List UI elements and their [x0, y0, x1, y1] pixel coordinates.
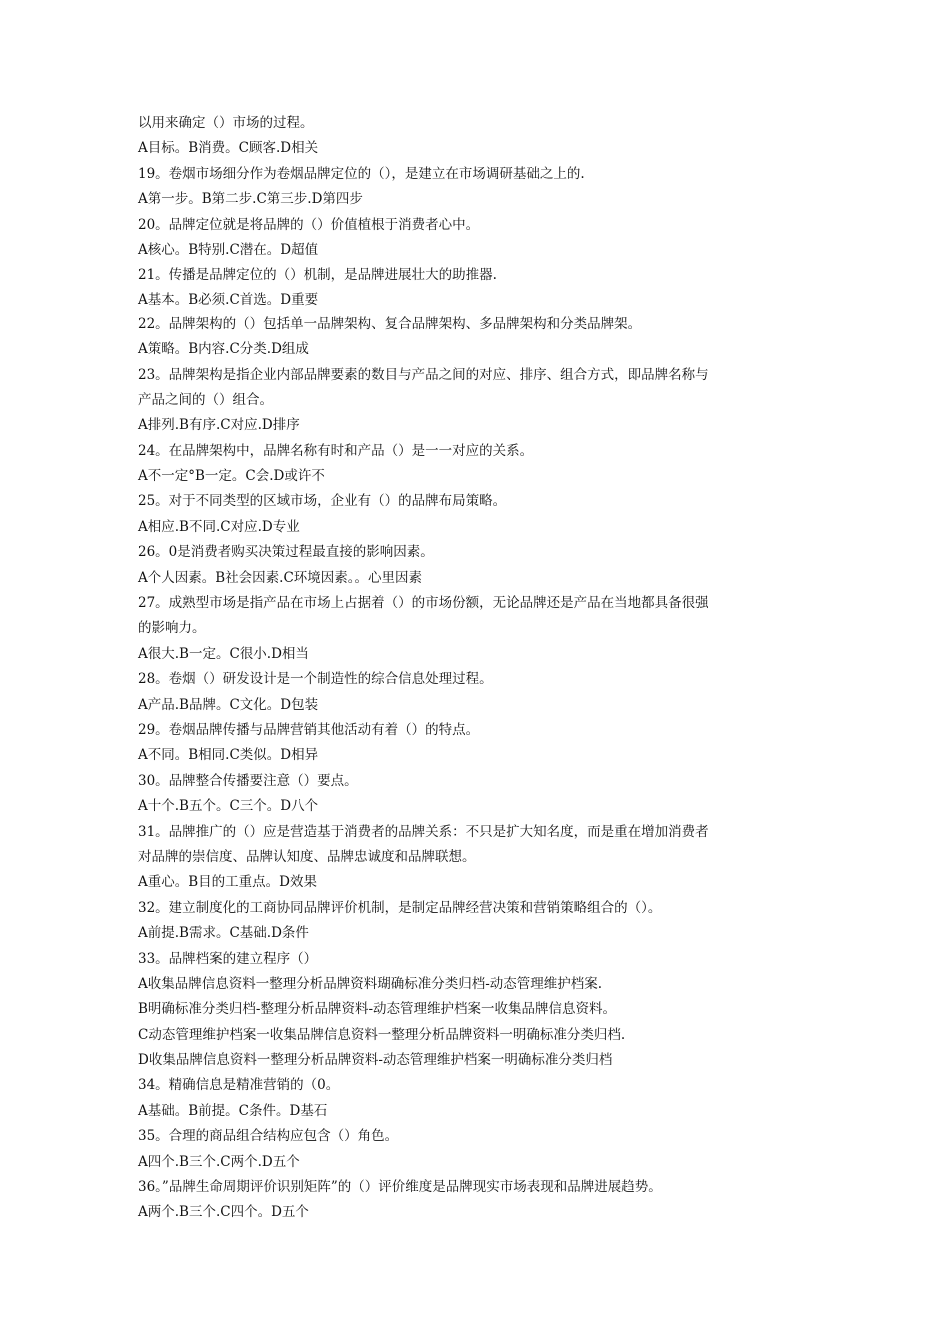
answer-options: A两个.B三个.C四个。D五个: [138, 1204, 309, 1221]
answer-options: A个人因素。B社会因素.C环境因素。。心里因素: [138, 569, 423, 586]
question-28: 28。卷烟（）研发设计是一个制造性的综合信息处理过程。: [138, 671, 493, 688]
question-23: 23。品牌架构是指企业内部品牌要素的数目与产品之间的对应、排序、组合方式，即品牌名称与: [138, 366, 709, 383]
answer-options: A不同。B相同.C类似。D相异: [138, 747, 319, 764]
question-32: 32。建立制度化的工商协同品牌评价机制，是制定品牌经营决策和营销策略组合的（）。: [138, 899, 662, 916]
question-31: 31。品牌推广的（）应是营造基于消费者的品牌关系：不只是扩大知名度，而是重在增加消费者: [138, 823, 709, 840]
answer-options: A核心。B特别.C潜在。D超值: [138, 241, 319, 258]
answer-options: A重心。B目的工重点。D效果: [138, 874, 317, 891]
answer-option-d: D收集品牌信息资料一整理分析品牌资料-动态管理维护档案一明确标准分类归档: [138, 1052, 613, 1069]
answer-options: A产品.B品牌。C文化。D包装: [138, 696, 319, 713]
question-34: 34。精确信息是精准营销的（0。: [138, 1077, 340, 1094]
answer-options: A排列.B有序.C对应.D排序: [138, 417, 300, 434]
question-19: 19。卷烟市场细分作为卷烟品牌定位的（），是建立在市场调研基础之上的.: [138, 165, 585, 182]
answer-option-b: B明确标准分类归档-整理分析品牌资料-动态管理维护档案一收集品牌信息资料。: [138, 1001, 617, 1018]
answer-options: A四个.B三个.C两个.D五个: [138, 1153, 300, 1170]
question-22: 22。品牌架构的（）包括单一品牌架构、复合品牌架构、多品牌架构和分类品牌架。: [138, 315, 642, 332]
answer-options: A策略。B内容.C分类.D组成: [138, 341, 309, 358]
question-27-continued: 的影响力。: [138, 620, 206, 637]
question-33: 33。品牌档案的建立程序（）: [138, 950, 318, 967]
question-24: 24。在品牌架构中，品牌名称有时和产品（）是一一对应的关系。: [138, 442, 534, 459]
answer-option-a: A收集品牌信息资料一整理分析品牌资料瑚确标准分类归档-动态管理维护档案.: [138, 975, 603, 992]
question-20: 20。品牌定位就是将品牌的（）价值植根于消费者心中。: [138, 216, 480, 233]
question-25: 25。对于不同类型的区域市场，企业有（）的品牌布局策略。: [138, 493, 507, 510]
answer-option-c: C动态管理维护档案一收集品牌信息资料一整理分析品牌资料一明确标准分类归档.: [138, 1026, 626, 1043]
answer-options: A基本。B必须.C首选。D重要: [138, 291, 319, 308]
question-21: 21。传播是品牌定位的（）机制，是品牌进展壮大的助推器.: [138, 267, 497, 284]
answer-options: A基础。B前提。C条件。D基石: [138, 1102, 328, 1119]
question-31-continued: 对品牌的崇信度、品牌认知度、品牌忠诚度和品牌联想。: [138, 848, 476, 865]
question-23-continued: 产品之间的（）组合。: [138, 391, 273, 408]
answer-options: A前提.B需求。C基础.D条件: [138, 925, 309, 942]
answer-options: A相应.B不同.C对应.D专业: [138, 518, 300, 535]
question-35: 35。合理的商品组合结构应包含（）角色。: [138, 1128, 399, 1145]
question-26: 26。0是消费者购买决策过程最直接的影响因素。: [138, 544, 434, 561]
question-36: 36。”品牌生命周期评价识别矩阵”的（）评价维度是品牌现实市场表现和品牌进展趋势。: [138, 1179, 662, 1196]
text-line: 以用来确定（）市场的过程。: [138, 115, 314, 131]
question-29: 29。卷烟品牌传播与品牌营销其他活动有着（）的特点。: [138, 721, 480, 738]
answer-options: A很大.B一定。C很小.D相当: [138, 645, 309, 662]
answer-options: A十个.B五个。C三个。D八个: [138, 798, 319, 815]
question-30: 30。品牌整合传播要注意（）要点。: [138, 772, 358, 789]
answer-options: A不一定°B一定。C会.D或许不: [138, 468, 325, 485]
answer-options: A第一步。B第二步.C第三步.D第四步: [138, 191, 363, 208]
question-27: 27。成熟型市场是指产品在市场上占据着（）的市场份额，无论品牌还是产品在当地都具备很强: [138, 595, 709, 612]
answer-options: A目标。B消费。C顾客.D相关: [138, 140, 319, 157]
document-body: [138, 111, 818, 1226]
